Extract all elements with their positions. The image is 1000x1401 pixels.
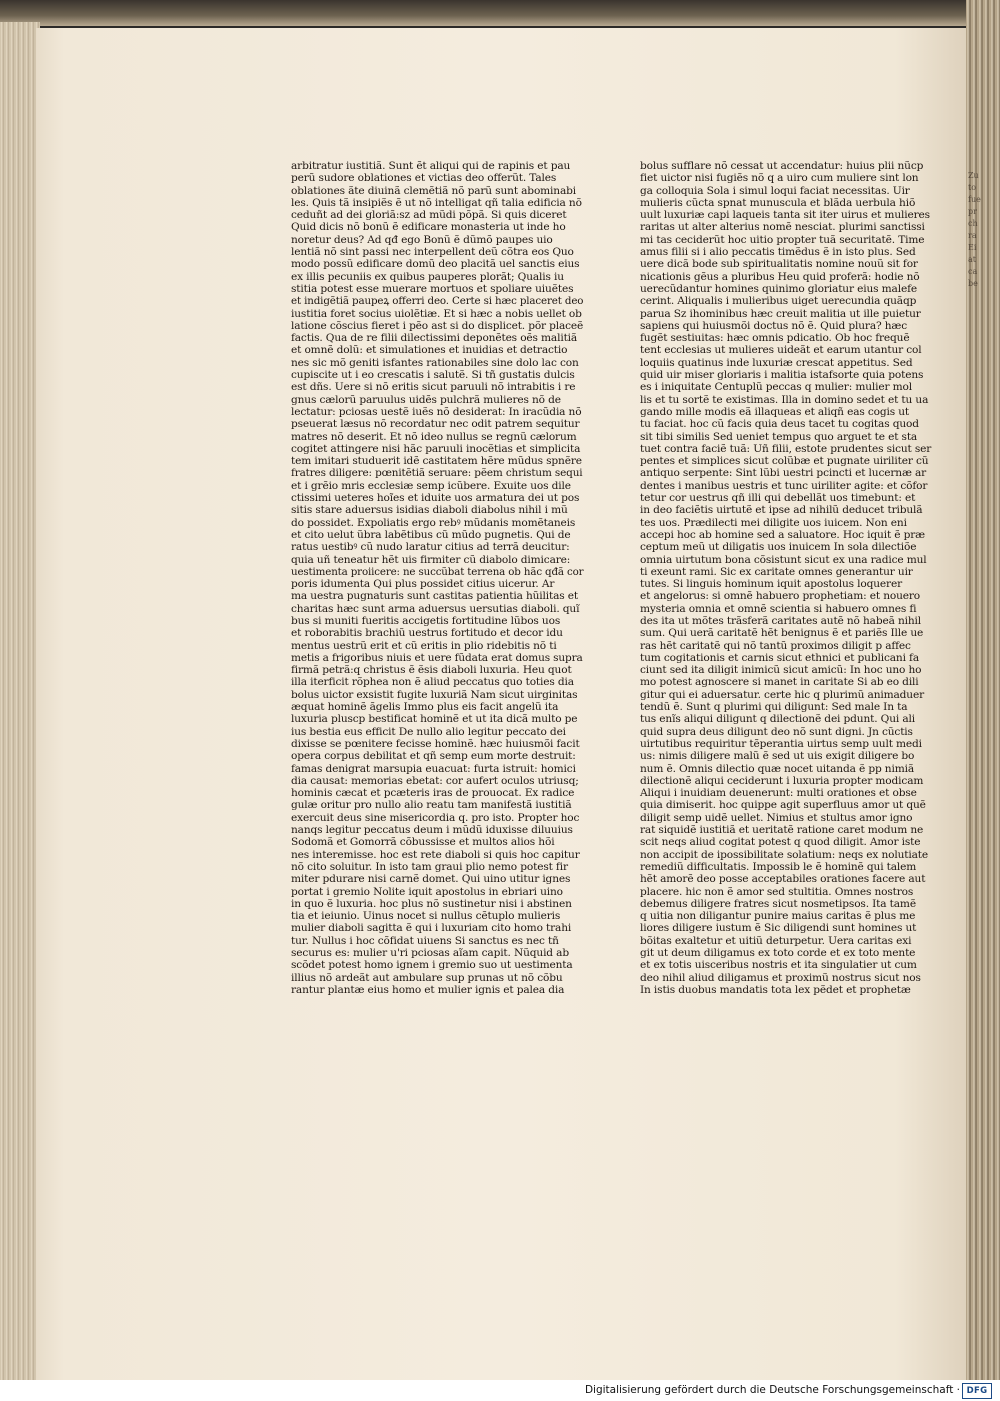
text-line: us: nimis diligere malũ ẽ sed ut uis exigit diligere bo	[640, 750, 915, 763]
text-line: firmã petrã:q christus ẽ ẽsis diaboli luxuria. Heu quot	[291, 664, 572, 677]
text-line: miter pdurare nisi carnẽ domet. Qui uino utitur ignes	[291, 873, 571, 886]
text-line: tem imitari studuerit idẽ castitatem hẽre mũdus spnẽre	[291, 455, 582, 468]
text-line: et ex totis uisceribus nostris et ita singulatier ut cum	[640, 959, 917, 972]
text-line: tent ecclesias ut mulieres uideãt et earum utantur col	[640, 344, 922, 357]
text-line: iustitia foret socius uiolẽtiæ. Et si hæc a nobis uellet ob	[291, 307, 582, 320]
text-line: diligit semp uidẽ uellet. Nimius et stultus amor igno	[640, 811, 913, 824]
text-line: des ita ut mõtes trãsferã caritates autẽ nõ habeã nihil	[640, 614, 922, 627]
text-line: ceduñt ad dei gloriã:sz ad mũdi põpã. Si quis diceret	[291, 209, 567, 222]
text-line: parua Sz ihominibus hæc creuit malitia ut ille puietur	[640, 307, 921, 320]
text-line: est dñs. Uere si nõ eritis sicut paruuli nõ intrabitis i re	[291, 381, 576, 394]
text-line: modo possũ edificare domũ deo placitã uel sanctis eius	[291, 258, 580, 271]
text-line: accepi hoc ab homine sed a saluatore. Hoc iquit ẽ præ	[640, 528, 925, 541]
text-line: et cito uelut ũbra labẽtibus cũ mũdo pugnetis. Qui de	[291, 528, 571, 541]
text-line: et angelorus: si omnẽ habuero prophetiam: et nouero	[640, 590, 921, 603]
text-line: fugẽt sestiuitas: hæc omnis pdicatio. Ob hoc frequẽ	[640, 332, 910, 345]
text-line: omnia uirtutum bona cõsistunt sicut ex una radice mul	[640, 553, 927, 566]
text-line: ex illis pecuniis ex quibus pauperes plorãt; Qualis iu	[291, 270, 564, 283]
text-line: loquiis quatinus inde luxuriæ crescat appetitus. Sed	[640, 356, 913, 369]
text-line: exercuit deus sine misericordia q. pro isto. Propter hoc	[291, 811, 580, 824]
text-line: cerint. Aliqualis i mulieribus uiget uerecundia quãqp	[640, 295, 917, 308]
text-line: do possidet. Expoliatis ergo rebꝰ mũdanis momẽtaneis	[291, 516, 576, 529]
text-line: nanqs legitur peccatus deum i mũdũ iduxisse diluuius	[291, 824, 573, 837]
text-line: famas denigrat marsupia euacuat: furta istruit: homici	[291, 762, 576, 775]
text-line: ras hẽt caritatẽ qui nõ tantũ proximos diligit p affec	[640, 639, 911, 652]
text-line: In istis duobus mandatis tota lex pẽdet et prophetæ	[640, 983, 911, 996]
text-line: ratus uestibꝰ cũ nudo laratur citius ad terrã deucitur:	[291, 541, 570, 554]
text-line: latione cõscius fieret i pẽo ast si do displicet. põr placeẽ	[291, 319, 584, 332]
text-line: tutes. Si linguis hominum iquit apostolus loquerer	[640, 578, 902, 591]
text-line: matres nõ deserit. Et nõ ideo nullus se regnũ cælorum	[291, 430, 577, 443]
text-line: bus si muniti fueritis accigetis fortitudine lũbos uos	[291, 614, 561, 627]
text-line: lis et tu sortẽ te existimas. Illa in domino sedet et tu ua	[640, 393, 929, 406]
text-line: metis a frigoribus niuis et uere fũdata erat domus supra	[291, 651, 583, 664]
text-line: tia et ieiunio. Uinus nocet si nullus cẽtuplo mulieris	[291, 910, 561, 923]
text-line: ceptum meũ ut diligatis uos inuicem In sola dilectiõe	[640, 541, 917, 554]
text-line: noretur deus? Ad qđ ego Bonũ ẽ dũmõ paupes uio	[291, 233, 553, 246]
text-line: et indigẽtiã paupeꝝ offerri deo. Certe si hæc placeret deo	[291, 295, 584, 308]
text-line: dia causat: memorias ebetat: cor aufert oculos utriusq;	[291, 774, 579, 787]
text-line: quia dimiserit. hoc quippe agit superfluus amor ut quẽ	[640, 799, 926, 812]
text-line: ga colloquia Sola i simul loqui faciat necessitas. Uir	[640, 184, 910, 197]
text-line: ti exeunt rami. Sic ex caritate omnes generantur uir	[640, 565, 913, 578]
text-line: uestimenta proiicere: ne succũbat terrena ob hãc qđã cor	[291, 565, 584, 578]
text-line: stitia potest esse muerare mortuos et spoliare uiuẽtes	[291, 282, 574, 295]
text-line: tendũ ẽ. Sunt q plurimi qui diligunt: Sed male In ta	[640, 701, 908, 714]
text-column-right	[640, 160, 940, 996]
facing-page-bleed: Zu to fue pr ch ra Ei at ca be	[968, 171, 981, 288]
text-line: scit neqs aliud cogitat potest q quod diligit. Amor iste	[640, 836, 921, 849]
text-line: et roborabitis brachiũ uestrus fortitudo et decor idu	[291, 627, 563, 640]
text-line: quia uñ teneatur hẽt uis firmiter cũ diabolo dimicare:	[291, 553, 571, 566]
text-line: dixisse se pœnitere fecisse hominẽ. hæc huiusmõi facit	[291, 737, 580, 750]
text-line: gnus cælorũ paruulus uidẽs pulchrã mulieres nõ de	[291, 393, 561, 406]
text-line: Sodomã et Gomorrã cõbussisse et multos alios hõi	[291, 836, 555, 849]
text-line: quid uir miser gloriaris i malitia istafsorte quia potens	[640, 369, 924, 382]
text-line: mulieris cũcta spnat munuscula et blãda uerbula hiõ	[640, 196, 916, 209]
text-line: uerecũdantur homines quinimo gloriatur eius malefe	[640, 282, 917, 295]
text-line: tuet contra faciẽ tuã: Uñ filii, estote prudentes sicut ser	[640, 442, 932, 455]
text-line: es i iniquitate Centuplũ peccas q mulier: mulier mol	[640, 381, 912, 394]
text-line: et i grẽio mris ecclesiæ semp icũbere. Exuite uos dile	[291, 479, 571, 492]
dfg-logo: DFG	[962, 1383, 992, 1399]
text-line: illius nõ ardeãt aut ambulare sup prunas ut nõ cõbu	[291, 971, 563, 984]
text-line: rantur plantæ eius homo et mulier ignis et palea dia	[291, 983, 565, 996]
text-line: pseuerat læsus nõ recordatur nec odit patrem sequitur	[291, 418, 580, 431]
text-line: uult luxuriæ capi laqueis tanta sit iter uirus et mulieres	[640, 209, 930, 222]
text-line: gulæ oritur pro nullo alio reatu tam manifestã iustitiã	[291, 799, 572, 812]
text-line: bolus sufflare nõ cessat ut accendatur: huius plii nũcp	[640, 160, 924, 172]
text-line: deo nihil aliud diligamus et proximũ nostrus sicut nos	[640, 971, 921, 984]
text-line: tur. Nullus i hoc cõfidat uiuens Si sanctus es nec tñ	[291, 934, 559, 947]
text-line: ciunt sed ita diligit inimicũ sicut amicũ: In hoc uno ho	[640, 664, 922, 677]
text-line: tes uos. Prædilecti mei diligite uos iuicem. Non eni	[640, 516, 907, 529]
text-line: les. Quis tã insipiẽs ẽ ut nõ intelligat qñ talia edificia nõ	[291, 196, 582, 209]
footer-bar	[0, 1380, 1000, 1401]
text-line: illa iterficit rõphea non ẽ aliud peccatus quo toties dia	[291, 676, 574, 689]
text-line: nicationis gẽus a pluribus Heu quid proferã: hodie nõ	[640, 270, 920, 283]
text-line: cogitet attingere nisi hãc paruuli inocẽtias et simplicita	[291, 442, 581, 455]
text-line: uirtutibus requiritur tẽperantia uirtus semp uult medi	[640, 737, 922, 750]
text-line: fiet uictor nisi fugiẽs nõ q a uiro cum muliere sint lon	[640, 172, 919, 185]
text-line: hẽt amorẽ deo posse acceptabiles orationes facere aut	[640, 873, 926, 886]
text-line: Quid dicis nõ bonũ ẽ edificare monasteria ut inde ho	[291, 221, 566, 234]
text-line: mulier diaboli sagitta ẽ qui i luxuriam cito homo trahi	[291, 922, 572, 935]
text-line: in deo faciẽtis uirtutẽ et ipse ad nihilũ deducet tribulã	[640, 504, 923, 517]
text-line: dentes i manibus uestris et tunc uiriliter agite: et cõfor	[640, 479, 928, 492]
text-line: luxuria pluscp bestificat hominẽ et ut ita dicã multo pe	[291, 713, 578, 726]
text-line: rat siquidẽ iustitiã et ueritatẽ ratione caret modum ne	[640, 824, 924, 837]
text-line: mo potest agnoscere si manet in caritate Si ab eo dili	[640, 676, 919, 689]
text-line: tum cogitationis et carnis sicut ethnici et publicani fa	[640, 651, 919, 664]
text-line: sum. Qui uerã caritatẽ hẽt benignus ẽ et pariẽs Ille ue	[640, 627, 924, 640]
text-line: pentes et simplices sicut colũbæ et pugnate uiriliter cũ	[640, 455, 929, 468]
text-line: lentiã nõ sint passi nec interpellent deũ cõtra eos Quo	[291, 246, 574, 259]
text-line: in quo ẽ luxuria. hoc plus nõ sustinetur nisi i abstinen	[291, 897, 572, 910]
book-top-edge	[0, 0, 1000, 26]
text-line: oblationes ãte diuinã clemẽtiã nõ parũ sunt abominabi	[291, 184, 577, 197]
text-line: quid supra deus diligunt deo nõ sunt digni. Jn cũctis	[640, 725, 913, 738]
text-line: portat i gremio Nolite iquit apostolus in ebriari uino	[291, 885, 563, 898]
text-line: charitas hæc sunt arma aduersus uersutias diaboli. quĩ	[291, 602, 580, 615]
text-line: æquat hominẽ ãgelis Immo plus eis facit angelũ ita	[291, 701, 559, 714]
text-line: mi tas ceciderũt hoc uitio propter tuã securitatẽ. Time	[640, 233, 925, 246]
text-line: tu faciat. hoc cũ facis quia deus tacet tu cogitas quod	[640, 418, 919, 431]
text-line: sapiens qui huiusmõi doctus nõ ẽ. Quid plura? hæc	[640, 319, 908, 332]
text-line: Aliqui i inuidiam deuenerunt: multi orationes et obse	[640, 787, 917, 800]
text-line: nes sic mõ geniti isfantes rationabiles sine dolo lac con	[291, 356, 579, 369]
text-line: bõitas exaltetur et uitiũ deturpetur. Uera caritas exi	[640, 934, 912, 947]
text-line: mentus uestrũ erit et cũ eritis in plio ridebitis nõ ti	[291, 639, 557, 652]
text-line: cupiscite ut i eo crescatis i salutẽ. Si tñ gustatis dulcis	[291, 369, 575, 382]
text-line: hominis cæcat et pcæteris iras de prouocat. Ex radice	[291, 787, 575, 800]
text-line: gando mille modis eã illaqueas et aliqñ eas cogis ut	[640, 405, 910, 418]
text-line: remediũ difficultatis. Impossib le ẽ hominẽ qui talem	[640, 860, 917, 873]
text-line: antiquo serpente: Sint lũbi uestri pcincti et lucernæ ar	[640, 467, 927, 480]
text-line: scõdet potest homo ignem i gremio suo ut uestimenta	[291, 959, 573, 972]
text-line: liores diligere iustum ẽ Sic diligendi sunt homines ut	[640, 922, 917, 935]
text-line: num ẽ. Omnis dilectio quæ nocet uitanda ẽ pp nimiã	[640, 762, 915, 775]
text-line: tus enĩs aliqui diligunt q dilectionẽ dei pdunt. Qui ali	[640, 713, 915, 726]
text-line: mysteria omnia et omnẽ scientia si habuero omnes fi	[640, 602, 917, 615]
text-line: dilectionẽ aliqui ceciderunt i luxuria propter modicam	[640, 774, 924, 787]
text-line: placere. hic non ẽ amor sed stultitia. Omnes nostros	[640, 885, 914, 898]
text-line: amus filii si i alio peccatis timẽdus ẽ in isto plus. Sed	[640, 246, 916, 259]
page-stack-left	[0, 22, 40, 1380]
text-line: sitis stare aduersus isidias diaboli diabolus nihil i mũ	[291, 504, 568, 517]
text-line: perũ sudore oblationes et victias deo offerũt. Tales	[291, 172, 557, 185]
text-line: poris idumenta Qui plus possidet citius uicerur. Ar	[291, 578, 555, 591]
text-line: nõ cito soluitur. In isto tam graui plio nemo potest fir	[291, 860, 568, 873]
text-line: tetur cor uestrus qñ illi qui debellãt uos timebunt: et	[640, 492, 916, 505]
text-line: et omnẽ dolũ: et simulationes et inuidias et detractio	[291, 344, 568, 357]
text-line: factis. Qua de re filii dilectissimi deponẽtes oẽs malitiã	[291, 332, 578, 345]
text-line: uere dicã bode sub spiritualitatis nomine nouũ sit for	[640, 258, 918, 271]
text-line: lectatur: pciosas uestẽ iuẽs nõ desiderat: In iracũdia nõ	[291, 405, 582, 418]
text-column-left	[291, 160, 583, 996]
text-line: fratres diligere: pœnitẽtiã seruare: pẽem christum sequi	[291, 467, 583, 480]
text-line: securus es: mulier u'ri pciosas aĩam capit. Nũquid ab	[291, 947, 569, 959]
text-line: opera corpus debilitat et qñ semp eum morte destruit:	[291, 750, 576, 763]
text-line: q uitia non diligantur punire maius caritas ẽ plus me	[640, 910, 916, 923]
text-line: non accipit de ipossibilitate solatium: neqs ex nolutiate	[640, 848, 929, 861]
text-line: ctissimi ueteres hoĩes et iduite uos armatura dei ut pos	[291, 492, 580, 505]
text-line: nes interemisse. hoc est rete diaboli si quis hoc capitur	[291, 848, 580, 861]
text-line: sit tibi similis Sed ueniet tempus quo arguet te et sta	[640, 430, 918, 443]
text-line: debemus diligere fratres sicut nosmetipsos. Ita tamẽ	[640, 897, 916, 910]
text-line: bolus uictor exsistit fugite luxuriã Nam sicut uirginitas	[291, 688, 578, 701]
text-line: ma uestra pugnaturis sunt castitas patientia hũilitas et	[291, 590, 579, 603]
text-line: ius bestia eus efficit De nullo alio legitur peccato dei	[291, 725, 566, 738]
text-line: gitur qui ei aduersatur. certe hic q plurimũ animaduer	[640, 688, 925, 701]
text-line: arbitratur iustitiã. Sunt ẽt aliqui qui de rapinis et pau	[291, 160, 571, 172]
text-line: git ut deum diligamus ex toto corde et ex toto mente	[640, 947, 916, 959]
footer-credit: Digitalisierung gefördert durch die Deutsche Forschungsgemeinschaft ·	[584, 1384, 960, 1396]
text-line: raritas ut alter alterius nomẽ nesciat. plurimi sanctissi	[640, 221, 925, 234]
